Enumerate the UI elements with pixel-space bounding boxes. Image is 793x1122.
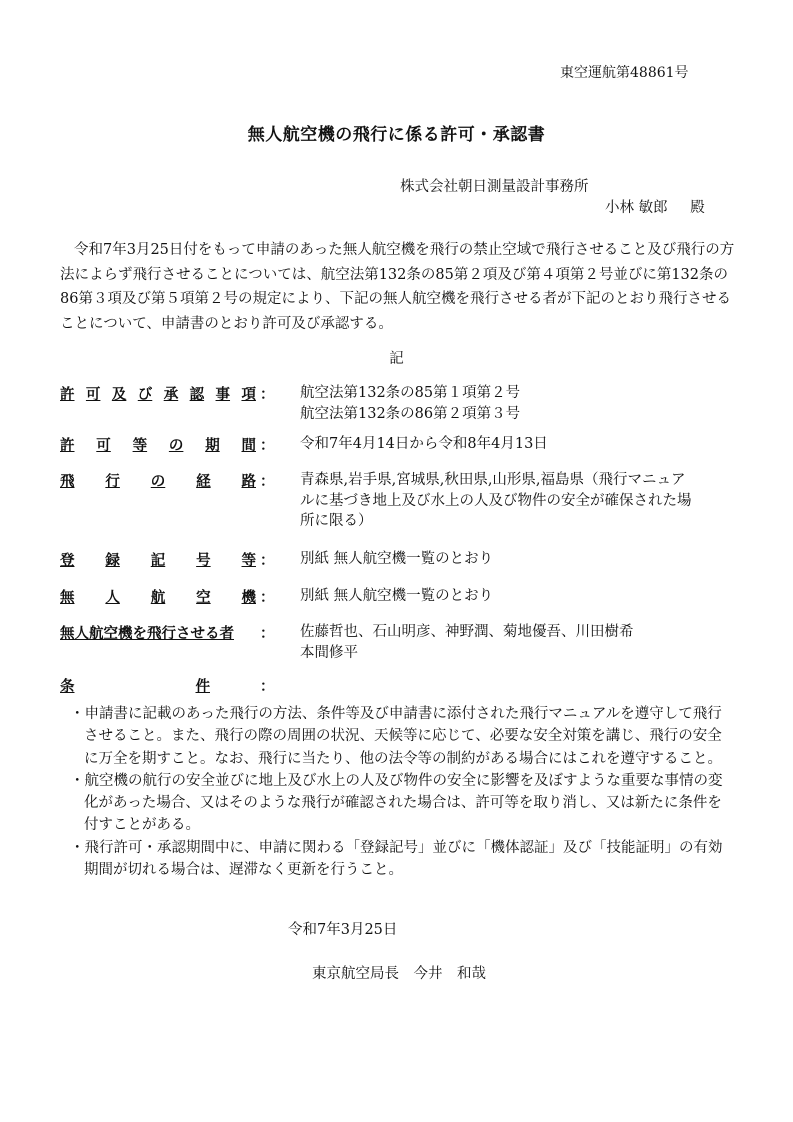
item-label-char: の	[168, 437, 184, 454]
recipient-company: 株式会社朝日測量設計事務所	[400, 179, 589, 195]
item-colon: ：	[260, 473, 275, 490]
item-value-line: ルに基づき地上及び水上の人及び物件の安全が確保された場	[300, 492, 692, 509]
item-label	[60, 586, 270, 607]
item-value	[300, 586, 740, 607]
item-label-char: 等	[241, 552, 256, 569]
recipient-honorific: 殿	[690, 200, 705, 216]
document-number: 東空運航第48861号	[560, 65, 689, 81]
item-value	[300, 622, 740, 663]
item-label-char: 件	[195, 678, 210, 695]
item-label-char: 可	[96, 437, 111, 454]
item-value	[300, 383, 740, 424]
item-colon: ：	[260, 589, 275, 606]
item-label-char: 項	[241, 386, 256, 403]
item-value	[300, 434, 740, 455]
ki-heading: 記	[389, 351, 404, 367]
item-label-char: 人	[105, 589, 120, 606]
item-label-char: 承	[163, 386, 179, 403]
item-value-line: 別紙 無人航空機一覧のとおり	[300, 551, 494, 567]
issue-date: 令和7年3月25日	[288, 922, 398, 938]
item-label	[60, 470, 270, 491]
item-value-line: 別紙 無人航空機一覧のとおり	[300, 588, 494, 604]
item-value-line: 所に限る）	[300, 513, 373, 529]
item-label-char: 等	[132, 437, 148, 454]
item-label	[60, 675, 270, 696]
item-label-char: 経	[196, 473, 211, 490]
item-label-char: 無人航空機を飛行させる者	[60, 625, 234, 642]
conditions-list	[70, 703, 730, 881]
item-value-line: 青森県,岩手県,宮城県,秋田県,山形県,福島県（飛行マニュア	[300, 472, 686, 488]
recipient-name-line	[605, 196, 705, 217]
item-label-char: 登	[60, 552, 75, 569]
item-value-line: 航空法第132条の86第２項第３号	[300, 405, 521, 422]
item-value	[300, 549, 740, 570]
item-label-char: 期	[205, 437, 220, 454]
item-label	[60, 434, 270, 455]
item-colon: ：	[260, 678, 275, 695]
item-label-char: 認	[189, 386, 205, 403]
item-colon: ：	[260, 625, 275, 642]
item-label-char: の	[150, 473, 166, 490]
item-label-char: 無	[60, 589, 75, 606]
condition-item: ・申請書に記載のあった飛行の方法、条件等及び申請書に添付された飛行マニュアルを遵守して飛行させること。また、飛行の際の周囲の状況、天候等に応じて、必要な安全対策を講じ、飛行の安全に万全を期すこと。なお、飛行に当たり、他の法令等の制約がある場合にはこれを遵守すること。	[70, 706, 722, 767]
item-label-char: 号	[196, 552, 211, 569]
item-value-line: 佐藤哲也、石山明彦、神野潤、菊地優吾、川田樹希	[300, 624, 634, 640]
body-paragraph: 令和7年3月25日付をもって申請のあった無人航空機を飛行の禁止空域で飛行させること及び飛行の方法によらず飛行させることについては、航空法第132条の85第２項及び第４項第２号並びに第132条の86第３項及び第５項第２号の規定により、下記の無人航空機を飛行させる者が下記のとおり飛行させることについて、申請書のとおり許可及び承認する。	[60, 242, 735, 332]
condition-item: ・飛行許可・承認期間中に、申請に関わる「登録記号」並びに「機体認証」及び「技能証明」の有効期間が切れる場合は、遅滞なく更新を行うこと。	[70, 839, 723, 879]
item-label-char: 飛	[60, 473, 75, 490]
document-title: 無人航空機の飛行に係る許可・承認書	[247, 125, 546, 145]
item-value	[300, 470, 740, 532]
item-colon: ：	[260, 386, 275, 403]
recipient-name: 小林 敏郎	[605, 200, 668, 216]
item-label-char: 記	[150, 552, 166, 569]
item-label	[60, 549, 270, 570]
item-label-char: 路	[241, 473, 256, 490]
item-label-char: 及	[111, 386, 127, 403]
item-label	[60, 383, 270, 404]
condition-item: ・航空機の航行の安全並びに地上及び水上の人及び物件の安全に影響を及ぼすような重要な事情の変化があった場合、又はそのような飛行が確認された場合は、許可等を取り消し、又は新たに条件を付すことがある。	[70, 772, 723, 834]
item-colon: ：	[260, 437, 275, 454]
item-colon: ：	[260, 552, 275, 569]
item-value-line: 航空法第132条の85第１項第２号	[300, 385, 521, 401]
item-label-char: 許	[60, 437, 75, 454]
item-label-char: 機	[241, 589, 256, 606]
item-label-char: び	[137, 386, 153, 403]
item-label-char: 間	[241, 437, 256, 454]
item-label-char: 許	[60, 386, 75, 403]
item-value-line: 本間修平	[300, 644, 358, 661]
item-label	[60, 622, 270, 643]
item-label-char: 条	[60, 678, 75, 695]
item-label-char: 録	[105, 552, 120, 569]
item-label-char: 空	[196, 589, 211, 606]
item-label-char: 可	[85, 386, 101, 403]
issuer: 東京航空局長 今井 和哉	[312, 966, 486, 982]
item-value-line: 令和7年4月14日から令和8年4月13日	[300, 436, 548, 452]
item-label-char: 行	[105, 473, 120, 490]
item-label-char: 航	[150, 589, 166, 606]
item-label-char: 事	[215, 386, 231, 403]
